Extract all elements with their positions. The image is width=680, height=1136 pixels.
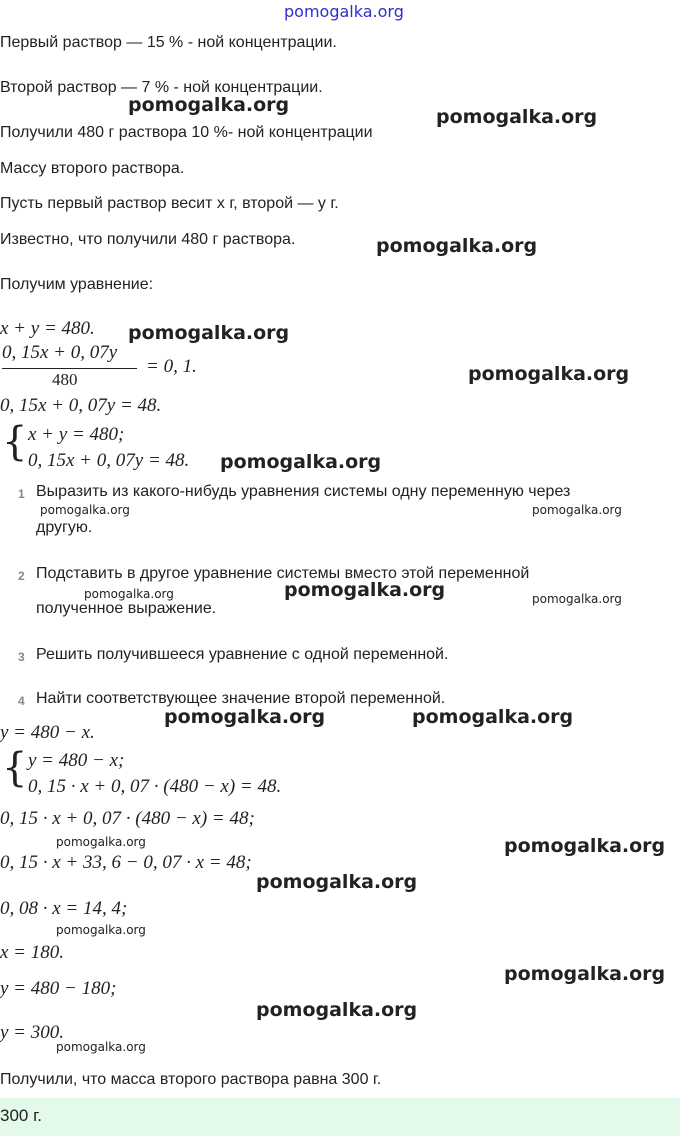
watermark: pomogalka.org bbox=[256, 871, 418, 893]
watermark: pomogalka.org bbox=[128, 322, 290, 344]
watermark: pomogalka.org bbox=[56, 923, 146, 937]
watermark: pomogalka.org bbox=[40, 503, 130, 517]
watermark: pomogalka.org bbox=[504, 963, 666, 985]
watermark: pomogalka.org bbox=[284, 579, 446, 601]
watermark: pomogalka.org bbox=[164, 706, 326, 728]
fraction-denominator: 480 bbox=[52, 370, 78, 389]
system1-line-a: x + y = 480; bbox=[28, 424, 125, 445]
solution-step-2: 0, 15 · x + 0, 07 · (480 − x) = 48; bbox=[0, 808, 255, 829]
watermark-top: pomogalka.org bbox=[284, 2, 404, 21]
fraction-rhs: = 0, 1. bbox=[146, 356, 197, 377]
given-line-4: Массу второго раствора. bbox=[0, 160, 185, 177]
step-number-4: 4 bbox=[18, 694, 25, 708]
answer-box bbox=[0, 1098, 680, 1136]
step-1-text-a: Выразить из какого-нибудь уравнения системы одну переменную через bbox=[36, 483, 571, 500]
system-brace-2: { bbox=[2, 745, 28, 791]
given-line-2: Второй раствор — 7 % - ной концентрации. bbox=[0, 79, 323, 96]
watermark: pomogalka.org bbox=[468, 363, 630, 385]
conclusion-text: Получили, что масса второго раствора равна 300 г. bbox=[0, 1071, 382, 1088]
step-2-text-a: Подставить в другое уравнение системы вместо этой переменной bbox=[36, 565, 530, 582]
watermark: pomogalka.org bbox=[84, 587, 174, 601]
solution-step-3: 0, 15 · x + 33, 6 − 0, 07 · x = 48; bbox=[0, 852, 252, 873]
setup-line-1: Пусть первый раствор весит x г, второй — y г. bbox=[0, 195, 339, 212]
step-4-text: Найти соответствующее значение второй переменной. bbox=[36, 690, 446, 707]
watermark: pomogalka.org bbox=[128, 94, 290, 116]
watermark: pomogalka.org bbox=[532, 503, 622, 517]
fraction-numerator: 0, 15x + 0, 07y bbox=[2, 342, 118, 363]
step-1-text-b: другую. bbox=[36, 519, 93, 536]
system-brace-1: { bbox=[2, 419, 28, 465]
equation-mass: 0, 15x + 0, 07y = 48. bbox=[0, 395, 162, 416]
system2-line-b: 0, 15 · x + 0, 07 · (480 − x) = 48. bbox=[28, 776, 282, 797]
step-number-1: 1 bbox=[18, 487, 25, 501]
setup-line-2: Известно, что получили 480 г раствора. bbox=[0, 231, 296, 248]
watermark: pomogalka.org bbox=[56, 1040, 146, 1054]
setup-line-3: Получим уравнение: bbox=[0, 276, 154, 293]
watermark: pomogalka.org bbox=[412, 706, 574, 728]
watermark: pomogalka.org bbox=[504, 835, 666, 857]
equation-sum: x + y = 480. bbox=[0, 318, 95, 339]
watermark: pomogalka.org bbox=[220, 451, 382, 473]
step-number-2: 2 bbox=[18, 569, 25, 583]
step-3-text: Решить получившееся уравнение с одной переменной. bbox=[36, 646, 449, 663]
watermark: pomogalka.org bbox=[256, 999, 418, 1021]
system2-line-a: y = 480 − x; bbox=[28, 750, 125, 771]
solution-step-7: y = 300. bbox=[0, 1022, 65, 1043]
solution-step-6: y = 480 − 180; bbox=[0, 978, 117, 999]
system1-line-b: 0, 15x + 0, 07y = 48. bbox=[28, 450, 190, 471]
solution-express-y: y = 480 − x. bbox=[0, 722, 95, 743]
given-line-3: Получили 480 г раствора 10 %- ной концентрации bbox=[0, 124, 373, 141]
given-line-1: Первый раствор — 15 % - ной концентрации. bbox=[0, 34, 337, 51]
fraction-bar bbox=[2, 368, 137, 369]
answer-text: 300 г. bbox=[0, 1106, 42, 1125]
watermark: pomogalka.org bbox=[376, 235, 538, 257]
watermark: pomogalka.org bbox=[532, 592, 622, 606]
solution-step-5: x = 180. bbox=[0, 942, 65, 963]
solution-step-4: 0, 08 · x = 14, 4; bbox=[0, 898, 128, 919]
watermark: pomogalka.org bbox=[56, 835, 146, 849]
watermark: pomogalka.org bbox=[436, 106, 598, 128]
step-2-text-b: полученное выражение. bbox=[36, 600, 217, 617]
step-number-3: 3 bbox=[18, 650, 25, 664]
